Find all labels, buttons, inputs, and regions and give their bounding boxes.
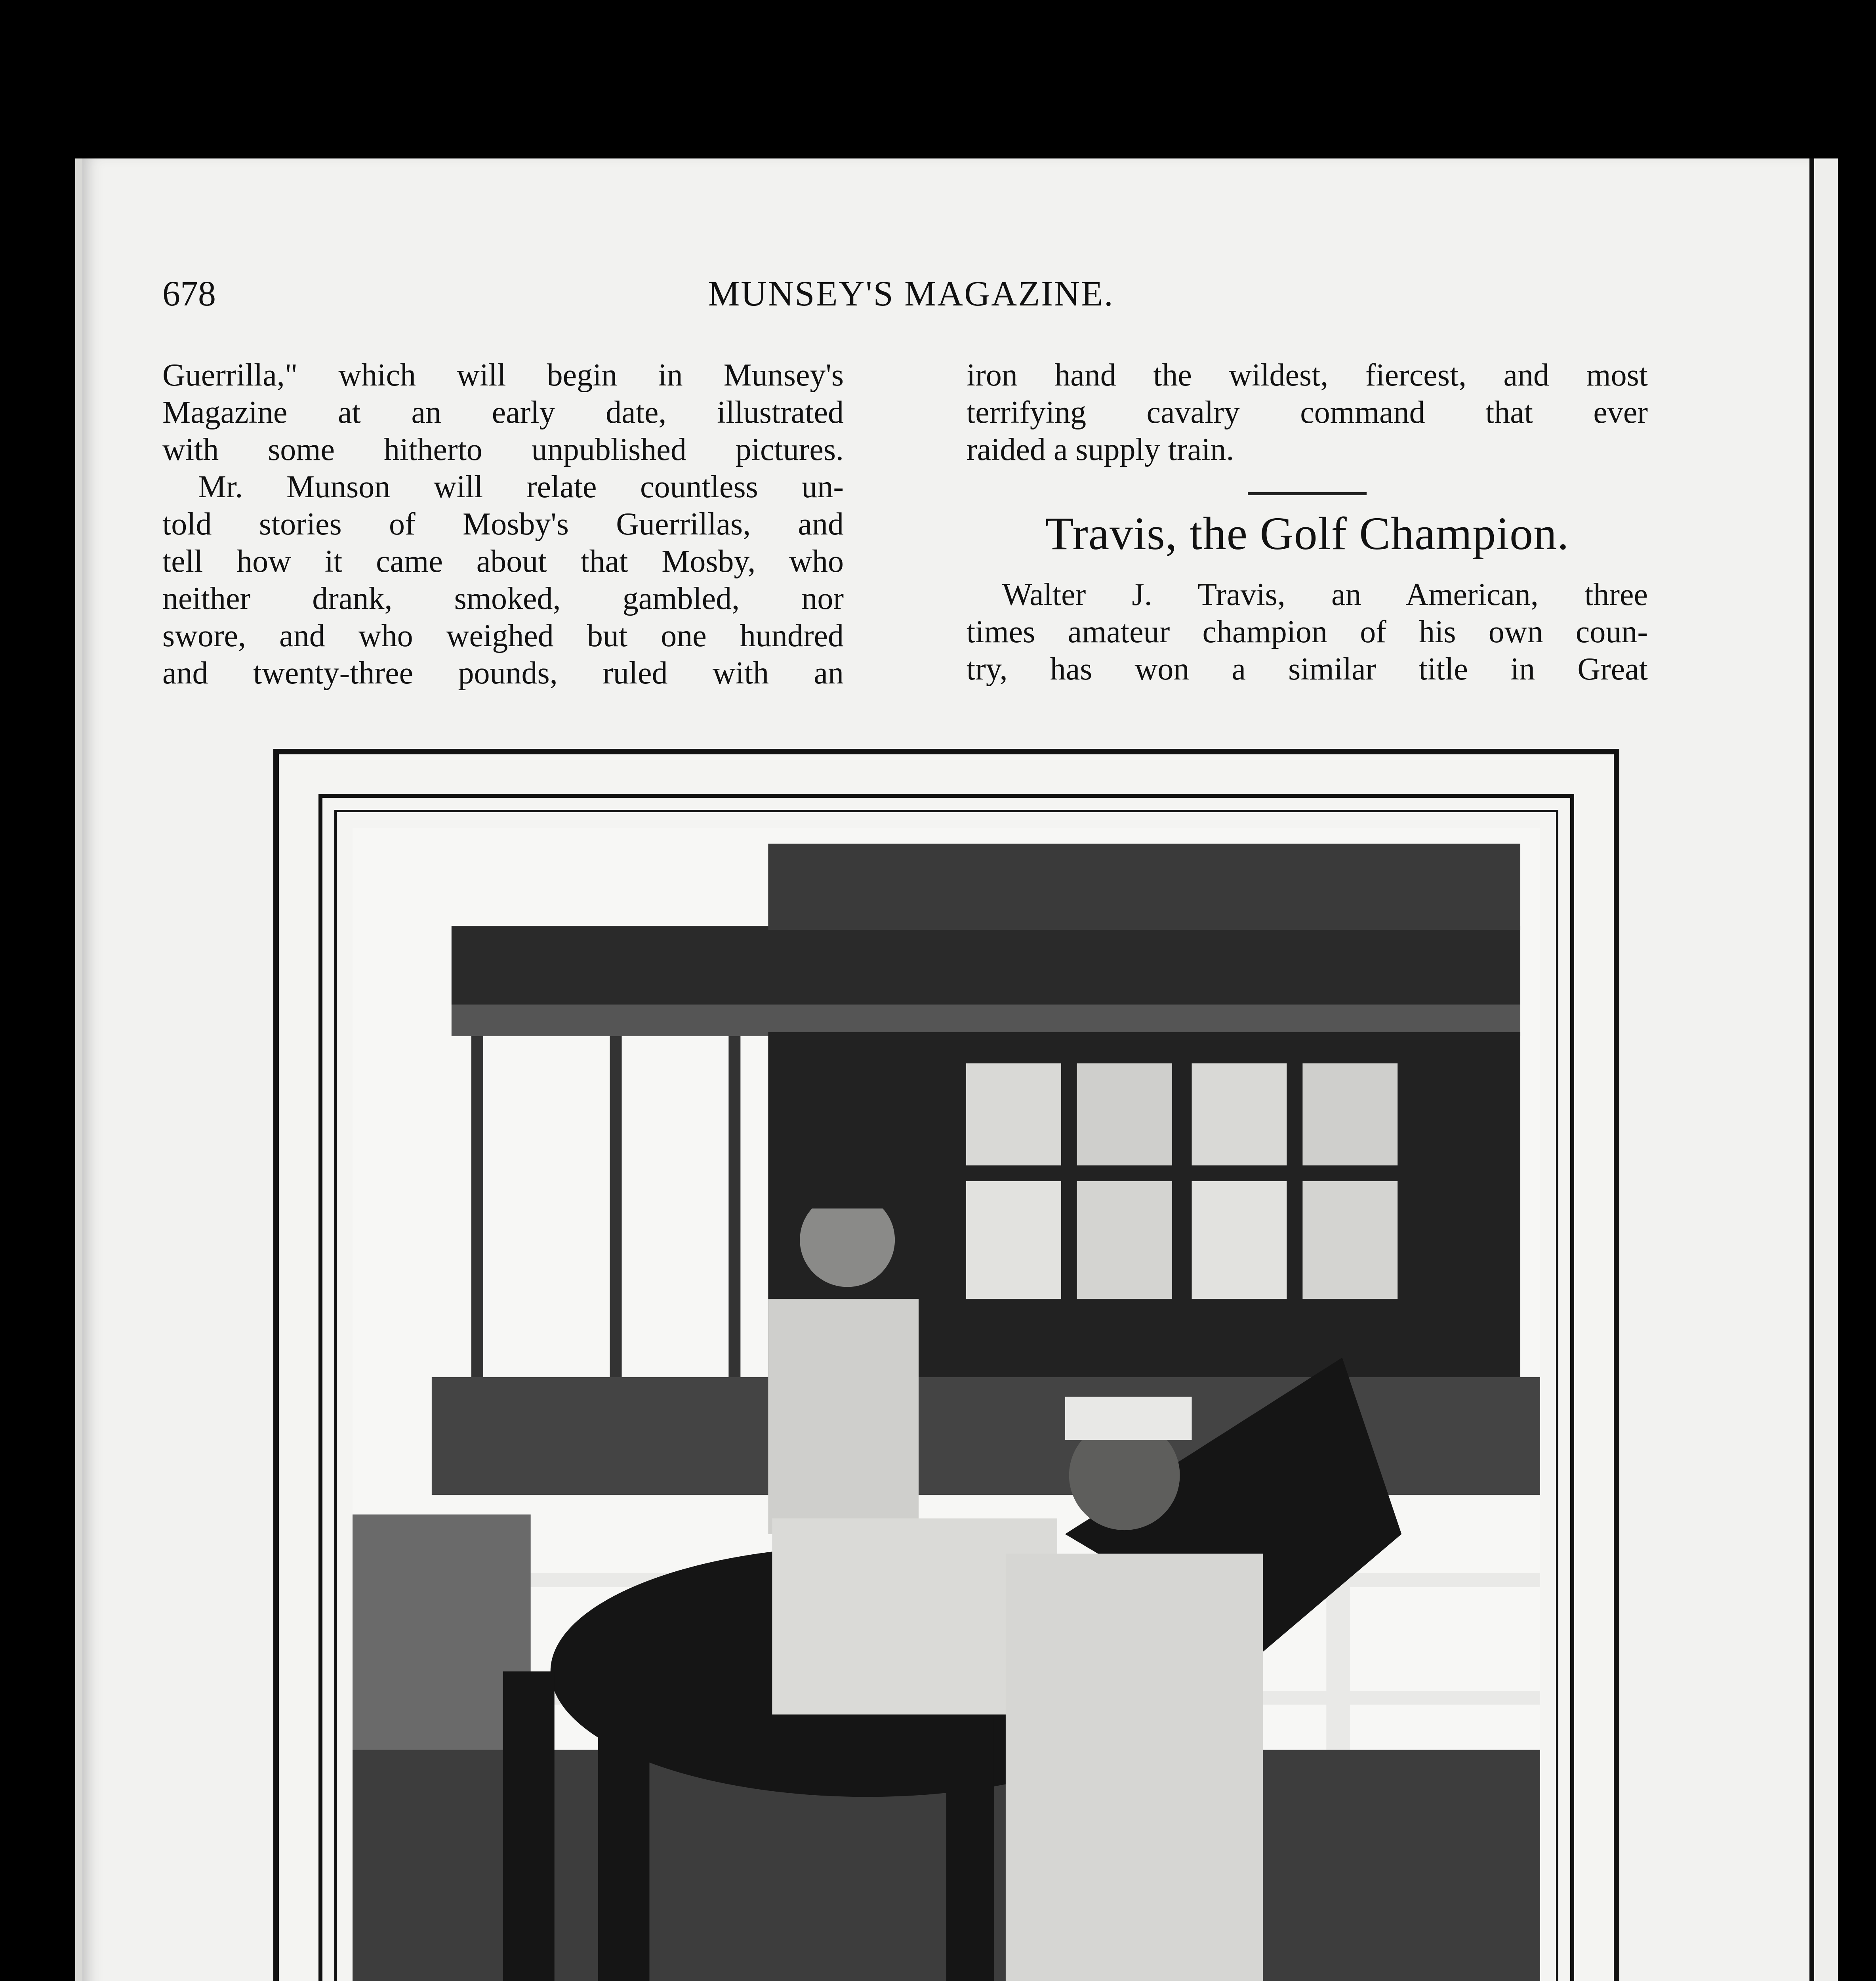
right-text-column — [967, 357, 1648, 688]
left-text-column — [162, 357, 844, 692]
text-line: iron hand the wildest, fiercest, and most — [967, 358, 1648, 393]
text-line: neither drank, smoked, gambled, nor — [162, 581, 844, 616]
photo-frame-rule — [334, 810, 1558, 1981]
section-heading: Travis, the Golf Champion. — [1045, 508, 1569, 559]
section-divider — [1248, 492, 1367, 495]
page-header — [162, 273, 1660, 317]
text-line: told stories of Mosby's Guerrillas, and — [162, 507, 844, 542]
text-line: times amateur champion of his own coun- — [967, 615, 1648, 649]
photo-illustration — [353, 828, 1540, 1981]
photo-frame-inner — [318, 794, 1574, 1981]
next-page-edge — [1814, 158, 1838, 1981]
text-line: with some hitherto unpublished pictures. — [162, 432, 844, 467]
text-line: raided a supply train. — [967, 432, 1234, 467]
text-line: try, has won a similar title in Great — [967, 652, 1648, 687]
page-number: 678 — [162, 274, 216, 313]
photo-frame — [273, 749, 1619, 1981]
text-line: swore, and who weighed but one hundred — [162, 618, 844, 653]
text-line: Magazine at an early date, illustrated — [162, 395, 844, 430]
text-line: Walter J. Travis, an American, three — [1002, 577, 1648, 612]
text-line: tell how it came about that Mosby, who — [162, 544, 844, 579]
running-head: MUNSEY'S MAGAZINE. — [708, 274, 1114, 313]
text-line: Mr. Munson will relate countless un- — [198, 469, 844, 504]
text-line: Guerrilla," which will begin in Munsey's — [162, 358, 844, 393]
text-line: and twenty-three pounds, ruled with an — [162, 656, 844, 691]
photograph — [353, 828, 1540, 1981]
text-line: terrifying cavalry command that ever — [967, 395, 1648, 430]
